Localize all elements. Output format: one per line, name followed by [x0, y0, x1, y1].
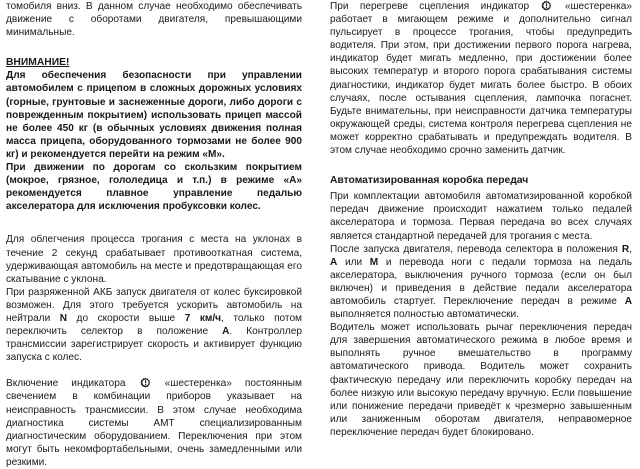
warning-paragraph-2 [6, 161, 302, 213]
paragraph-top [6, 0, 302, 39]
bold-text: N [59, 312, 68, 324]
text: При движении по дорогам со скользким покрытием (мокрое, грязное, гололедица и т.п.) в режиме «A» рекомендуется плавное управление педалью акселератора для исключения пробуксовки колес. [6, 162, 302, 213]
bold-text: A [222, 326, 230, 338]
text: «шестеренка» постоянным свечением в комбинации приборов указывает на неисправность трансмиссии. В этом случае необходима диагностика системы АМТ специализированным диагностическим оборудованием. Переключения при этом могут быть некомфортабельными, очень замедленными или резкими. [6, 378, 302, 468]
right-column [330, 0, 632, 439]
text: . Контроллер трансмиссии зарегистрирует скорость и активирует функцию запуска с колес. [6, 326, 302, 364]
bold-text: A [330, 256, 338, 268]
text: При разряженной АКБ запуск двигателя от колес буксировкой возможен. Для этого требуется ускорить автомобиль на нейтрали [6, 286, 302, 324]
paragraph-tow-start [6, 286, 302, 365]
warning-paragraph-1 [6, 69, 302, 161]
text: Для облегчения процесса трогания с места на уклонах в течение 2 секунд срабатывает противооткатная система, удерживающая автомобиль на месте и предотвращающая его скатывание с уклона. [6, 234, 302, 285]
left-column [6, 0, 302, 469]
text: Для обеспечения безопасности при управлении автомобилем с прицепом в сложных дорожных условиях (горные, грунтовые и заснеженные дороги, либо дороги с поврежденным покрытием) использовать прицеп массой не более 450 кг (в обычных условиях движения полная масса прицепа, оборудованного тормозами не более 900 кг) и рекомендуется перейти на режим «M». [6, 70, 302, 160]
gear-warning-icon [140, 377, 151, 388]
text: и перевода ноги с педали тормоза на педаль акселератора, выключения ручного тормоза (если он был включен) и приведения в действие педали акселератора автомобиль стартует. Переключение передач в режиме [330, 256, 632, 307]
text: При перегреве сцепления индикатор [330, 1, 541, 12]
bold-text: M [369, 256, 379, 268]
paragraph-hill-hold [6, 233, 302, 285]
paragraph-manual-override [330, 321, 632, 439]
text: Включение индикатора [6, 378, 139, 390]
section-title: Автоматизированная коробка передач [330, 175, 529, 187]
text: «шестеренка» работает в мигающем режиме и дополнительно сигнал пульсирует в процессе трогания, чтобы предупредить водителя. При этом, при достижении первого порога нагрева, индикатор будет мигать медленно, при достижении более высоких температур и второго порога срабатывания системы диагностики, индикатор будет мигать более быстро. В обоих случаях, после остывания сцепления, лампочка погаснет. Будьте внимательны, при неисправности датчика температуры окружающей среды, система контроля перегрева сцепления не может корректно срабатывать и предупреждать водителя. В этом случае необходимо срочно заменить датчик. [330, 1, 632, 157]
text: или [337, 256, 370, 268]
gear-warning-icon [541, 0, 552, 11]
text: При комплектации автомобиля автоматизированной коробкой передач движение происходит нажатием только педалей акселератора и тормоза. Первая передача во всех случаях является стандартной передачей для трогания с места. [330, 191, 632, 242]
paragraph-indicator-steady [6, 377, 302, 469]
paragraph-amt-intro [330, 190, 632, 242]
text: до скорости выше [67, 312, 185, 324]
text: , [629, 243, 632, 255]
bold-text: A [624, 295, 632, 307]
text: выполняется полностью автоматически. [330, 309, 519, 321]
paragraph-clutch-overheat [330, 0, 632, 157]
paragraph-amt-start [330, 243, 632, 322]
text: Водитель может использовать рычаг переключения передач для завершения автоматического режима в любое время и выполнять ручное вмешательство в программу автоматического привода. Водитель может сохранить фактическую передачу или переключить коробку передач на более низкую или высокую передачу вручную. Если повышение или понижение передачи приведёт к чрезмерно завышенным или заниженным оборотам двигателя, неправомерное переключение передач будет блокировано. [330, 322, 632, 438]
bold-text: 7 км/ч [184, 312, 222, 324]
text: После запуска двигателя, перевода селектора в положения [330, 243, 622, 255]
warning-title: ВНИМАНИЕ! [6, 57, 70, 69]
text: томобиля вниз. В данном случае необходимо обеспечивать движение с оборотами двигателя, превышающими минимальные. [6, 1, 302, 39]
text: , только потом переключить селектор в положение [6, 312, 302, 338]
bold-text: R [621, 243, 630, 255]
